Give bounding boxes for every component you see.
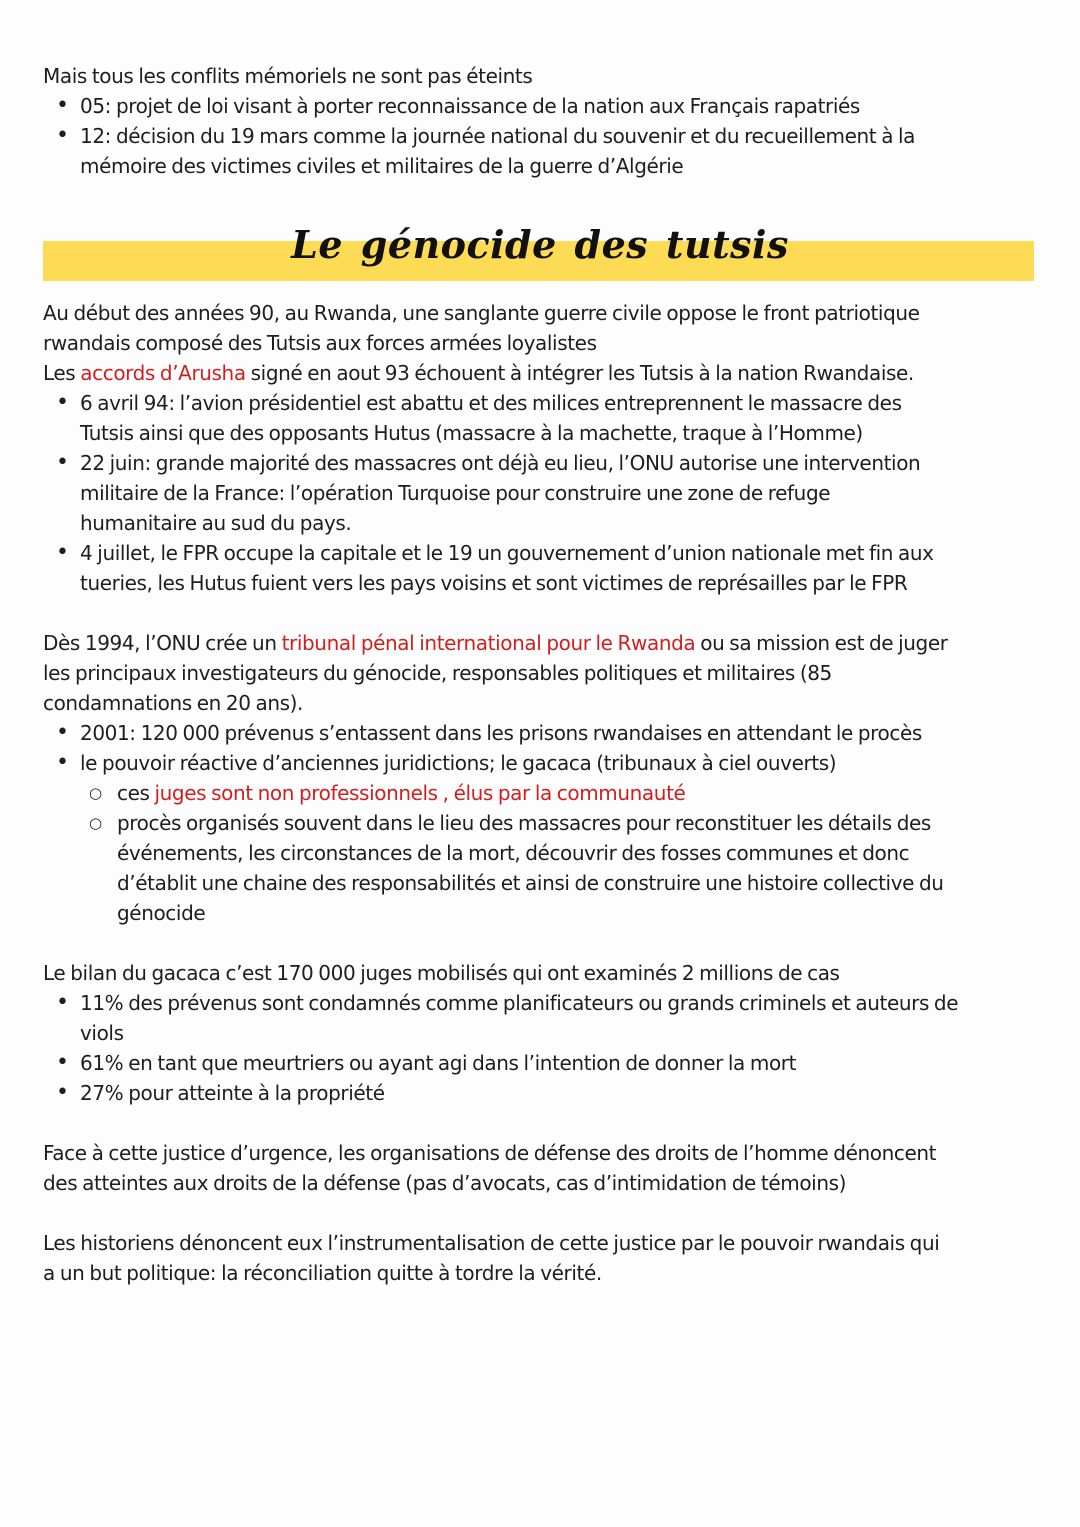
paragraph: Le bilan du gacaca c’est 170 000 juges mobilisés qui ont examinés 2 millions de cas xyxy=(43,961,840,985)
highlight-text: juges sont non professionnels , élus par la communauté xyxy=(154,781,686,805)
paragraph: Face à cette justice d’urgence, les organisations de défense des droits de l’homme dénoncent des atteintes aux droits de la défense (pas d’avocats, cas d’intimidation de témoins) xyxy=(43,1141,937,1195)
list-item: • 6 avril 94: l’avion présidentiel est abattu et des milices entreprennent le massacre des Tutsis ainsi que des opposants Hutus (massacre à la machette, traque à l’Homme) xyxy=(43,388,1043,448)
paragraph: Les historiens dénoncent eux l’instrumentalisation de cette justice par le pouvoir rwandais qui a un but politique: la réconciliation quitte à tordre la vérité. xyxy=(43,1231,940,1285)
list-item: • 4 juillet, le FPR occupe la capitale et le 19 un gouvernement d’union nationale met fin aux tueries, les Hutus fuient vers les pays voisins et sont victimes de représailles par le FPR xyxy=(43,538,1043,598)
list-item: • 22 juin: grande majorité des massacres ont déjà eu lieu, l’ONU autorise une intervention militaire de la France: l’opération Turquoise pour construire une zone de refuge humanitaire au sud du pays. xyxy=(43,448,1043,538)
section-body xyxy=(43,298,1043,1288)
paragraph: Dès 1994, l’ONU crée un tribunal pénal international pour le Rwanda ou sa mission est de juger les principaux investigateurs du génocide, responsables politiques et militaires (85 condamnations en 20 ans). xyxy=(43,631,948,715)
intro-list xyxy=(43,91,1043,181)
list-item: • 2001: 120 000 prévenus s’entassent dans les prisons rwandaises en attendant le procès xyxy=(43,718,1043,748)
intro-block xyxy=(43,61,1043,181)
list-item: • 05: projet de loi visant à porter reconnaissance de la nation aux Français rapatriés xyxy=(43,91,1043,121)
list-item: • 12: décision du 19 mars comme la journée national du souvenir et du recueillement à la mémoire des victimes civiles et militaires de la guerre d’Algérie xyxy=(43,121,1043,181)
highlight-text: accords d’Arusha xyxy=(80,361,246,385)
gacaca-sublist xyxy=(43,778,1043,928)
list-item: • 61% en tant que meurtriers ou ayant agi dans l’intention de donner la mort xyxy=(43,1048,1043,1078)
bilan-list xyxy=(43,988,1043,1108)
intro-heading: Mais tous les conflits mémoriels ne sont pas éteints xyxy=(43,64,533,88)
list-item: • 11% des prévenus sont condamnés comme planificateurs ou grands criminels et auteurs de viols xyxy=(43,988,1043,1048)
highlight-text: tribunal pénal international pour le Rwanda xyxy=(281,631,696,655)
paragraph: Au début des années 90, au Rwanda, une sanglante guerre civile oppose le front patriotique rwandais composé des Tutsis aux forces armées loyalistes xyxy=(43,301,920,355)
tribunal-list xyxy=(43,718,1043,778)
sub-list-item: ○ ces juges sont non professionnels , élus par la communauté xyxy=(43,778,1043,808)
paragraph: Les accords d’Arusha signé en aout 93 échouent à intégrer les Tutsis à la nation Rwandaise. xyxy=(43,361,914,385)
sub-list-item: ○ procès organisés souvent dans le lieu des massacres pour reconstituer les détails des événements, les circonstances de la mort, découvrir des fosses communes et donc d’établit une chaine des responsabilités et ainsi de construire une histoire collective du génocide xyxy=(43,808,1043,928)
list-item: • le pouvoir réactive d’anciennes juridictions; le gacaca (tribunaux à ciel ouverts) xyxy=(43,748,1043,778)
list-item: • 27% pour atteinte à la propriété xyxy=(43,1078,1043,1108)
events-list xyxy=(43,388,1043,598)
section-title: Le génocide des tutsis xyxy=(291,222,789,267)
